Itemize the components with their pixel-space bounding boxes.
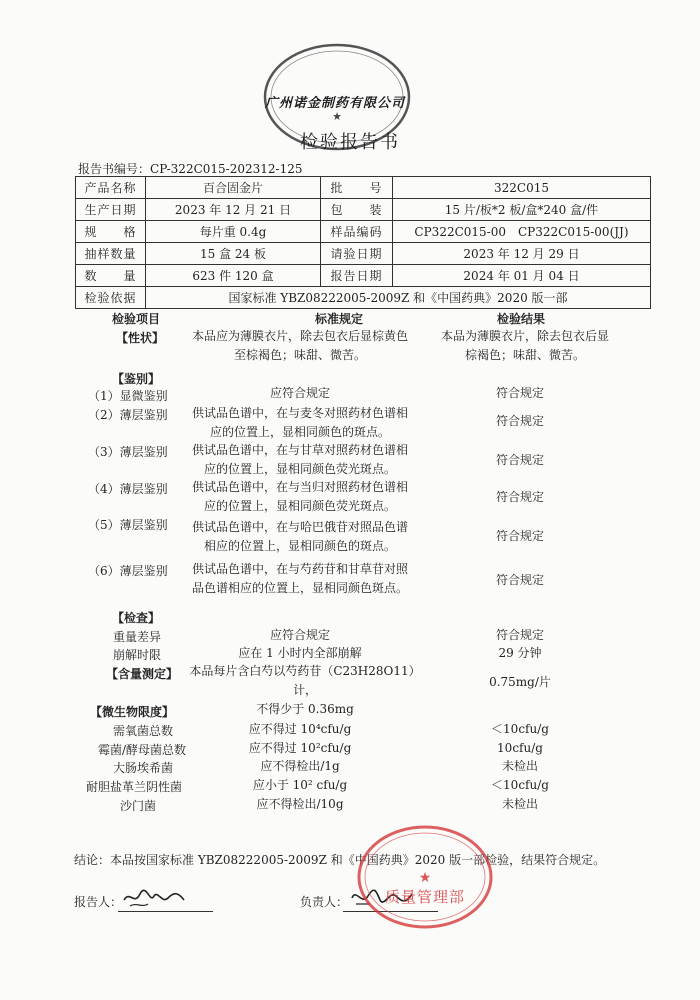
product-name-label: 产品名称 [76,177,146,199]
prod-date-value: 2023 年 12 月 21 日 [146,199,321,221]
report-number-label: 报告书编号： [78,162,151,176]
ident-item-5: （5）薄层鉴别 [88,518,168,532]
assay-standard-line-2: 不得少于 0.36mg [256,702,354,716]
table-row [76,243,651,265]
salmonella-result: 未检出 [501,797,538,811]
salmonella-item: 沙门菌 [120,799,157,813]
gram-negative-result: ＜10cfu/g [491,778,549,792]
disintegration-item: 崩解时限 [113,648,162,662]
ident-item-2: （2）薄层鉴别 [88,408,168,422]
ident-result-6: 符合规定 [495,573,544,587]
mold-yeast-standard: 应不得过 10²cfu/g [248,741,352,755]
e-coli-result: 未检出 [501,759,538,773]
quality-department-seal [355,822,495,932]
reporter-label: 报告人： [74,895,123,909]
ident-standard-2-line-1: 供试品色谱中，在与麦冬对照药材色谱相 [191,406,408,420]
report-number-value: CP-322C015-202312-125 [150,162,303,176]
weight-variation-standard: 应符合规定 [269,628,330,642]
spec-label: 规 格 [76,221,146,243]
ident-item-4: （4）薄层鉴别 [88,482,168,496]
ident-standard-3-line-1: 供试品色谱中，在与甘草对照药材色谱相 [191,443,408,457]
ident-standard-1: 应符合规定 [269,386,330,400]
column-header-item: 检验项目 [112,312,161,326]
properties-standard-line-2: 至棕褐色；味甜、微苦。 [233,348,366,362]
ident-standard-4 [185,478,415,516]
ident-result-1: 符合规定 [495,386,544,400]
report-date-value: 2024 年 01 月 04 日 [393,265,651,287]
svg-text:★: ★ [332,110,342,123]
assay-result: 0.75mg/片 [489,675,551,689]
properties-standard-line-1: 本品应为薄膜衣片，除去包衣后显棕黄色 [191,329,408,343]
ident-standard-4-line-1: 供试品色谱中，在与当归对照药材色谱相 [191,480,408,494]
package-label: 包 装 [321,199,393,221]
ident-item-6: （6）薄层鉴别 [88,564,168,578]
section-identification: 【鉴别】 [112,372,161,386]
ident-result-2: 符合规定 [495,414,544,428]
disintegration-result: 29 分钟 [498,646,542,660]
section-properties: 【性状】 [116,331,165,345]
ident-standard-5-line-2: 相应的位置上，显相同颜色的斑点。 [203,539,396,553]
table-row [76,221,651,243]
ident-standard-3-line-2: 应的位置上，显相同颜色荧光斑点。 [203,462,396,476]
assay-standard-line-1: 本品每片含白芍以芍药苷（C23H28O11）计， [189,664,421,697]
product-name-value: 百合固金片 [146,177,321,199]
ident-result-4: 符合规定 [495,490,544,504]
properties-standard [185,327,415,365]
ident-standard-5 [185,518,415,556]
column-header-standard: 标准规定 [315,312,364,326]
report-number [78,160,302,177]
e-coli-item: 大肠埃希菌 [113,761,174,775]
column-header-result: 检验结果 [497,312,546,326]
aerobic-count-item: 需氧菌总数 [113,724,174,738]
properties-result-line-2: 棕褐色；味甜、微苦。 [464,348,585,362]
aerobic-count-standard: 应不得过 10⁴cfu/g [248,722,352,736]
request-date-label: 请验日期 [321,243,393,265]
company-name: 广州诺金制药有限公司 [265,96,406,111]
weight-variation-item: 重量差异 [113,630,162,644]
section-microbial-limit: 【微生物限度】 [90,705,175,719]
properties-result-line-1: 本品为薄膜衣片，除去包衣后显 [440,329,609,343]
quantity-label: 数 量 [76,265,146,287]
sample-code-value: CP322C015-00 CP322C015-00(JJ) [393,221,651,243]
svg-text:质量管理部: 质量管理部 [384,888,466,906]
package-value: 15 片/板*2 板/盒*240 盒/件 [393,199,651,221]
gram-negative-standard: 应小于 10² cfu/g [252,778,348,792]
aerobic-count-result: ＜10cfu/g [491,722,549,736]
mold-yeast-item: 霉菌/酵母菌总数 [98,743,187,757]
ident-item-3: （3）薄层鉴别 [88,445,168,459]
sample-qty-label: 抽样数量 [76,243,146,265]
mold-yeast-result: 10cfu/g [497,741,543,755]
responsible-label: 负责人： [300,895,349,909]
quantity-value: 623 件 120 盒 [146,265,321,287]
ident-standard-6 [185,560,415,598]
batch-value: 322C015 [393,177,651,199]
responsible-signature [348,882,418,912]
request-date-value: 2023 年 12 月 29 日 [393,243,651,265]
svg-text:★: ★ [418,870,432,886]
product-info-table [75,176,651,309]
table-row [76,265,651,287]
section-inspection: 【检查】 [112,611,161,625]
assay-standard [185,662,425,719]
ident-standard-6-line-1: 供试品色谱中，在与芍药苷和甘草苷对照 [191,562,408,576]
salmonella-standard: 应不得检出/10g [256,797,344,811]
ident-result-5: 符合规定 [495,529,544,543]
report-date-label: 报告日期 [321,265,393,287]
ident-standard-6-line-2: 品色谱相应的位置上，显相同颜色斑点。 [191,581,408,595]
sample-qty-value: 15 盒 24 板 [146,243,321,265]
ident-standard-4-line-2: 应的位置上，显相同颜色荧光斑点。 [203,499,396,513]
spec-value: 每片重 0.4g [146,221,321,243]
ident-item-1: （1）显微鉴别 [88,389,168,403]
sample-code-label: 样品编码 [321,221,393,243]
batch-label: 批 号 [321,177,393,199]
ident-standard-3 [185,441,415,479]
basis-label: 检验依据 [76,287,146,309]
basis-value: 国家标准 YBZ08222005-2009Z 和《中国药典》2020 版一部 [146,287,651,309]
gram-negative-item: 耐胆盐革兰阴性菌 [86,780,183,794]
ident-standard-2-line-2: 应的位置上，显相同颜色的斑点。 [209,425,390,439]
table-row [76,177,651,199]
prod-date-label: 生产日期 [76,199,146,221]
report-title: 检验报告书 [300,132,400,153]
ident-standard-5-line-1: 供试品色谱中，在与哈巴俄苷对照品色谱 [191,520,408,534]
disintegration-standard: 应在 1 小时内全部崩解 [238,646,362,660]
table-row [76,287,651,309]
section-assay: 【含量测定】 [106,667,179,681]
reporter-signature [120,882,190,912]
properties-result [420,327,630,365]
e-coli-standard: 应不得检出/1g [260,759,340,773]
ident-result-3: 符合规定 [495,453,544,467]
conclusion-text: 结论：本品按国家标准 YBZ08222005-2009Z 和《中国药典》2020 版一部检验，结果符合规定。 [74,853,606,867]
ident-standard-2 [185,404,415,442]
weight-variation-result: 符合规定 [495,628,544,642]
table-row [76,199,651,221]
